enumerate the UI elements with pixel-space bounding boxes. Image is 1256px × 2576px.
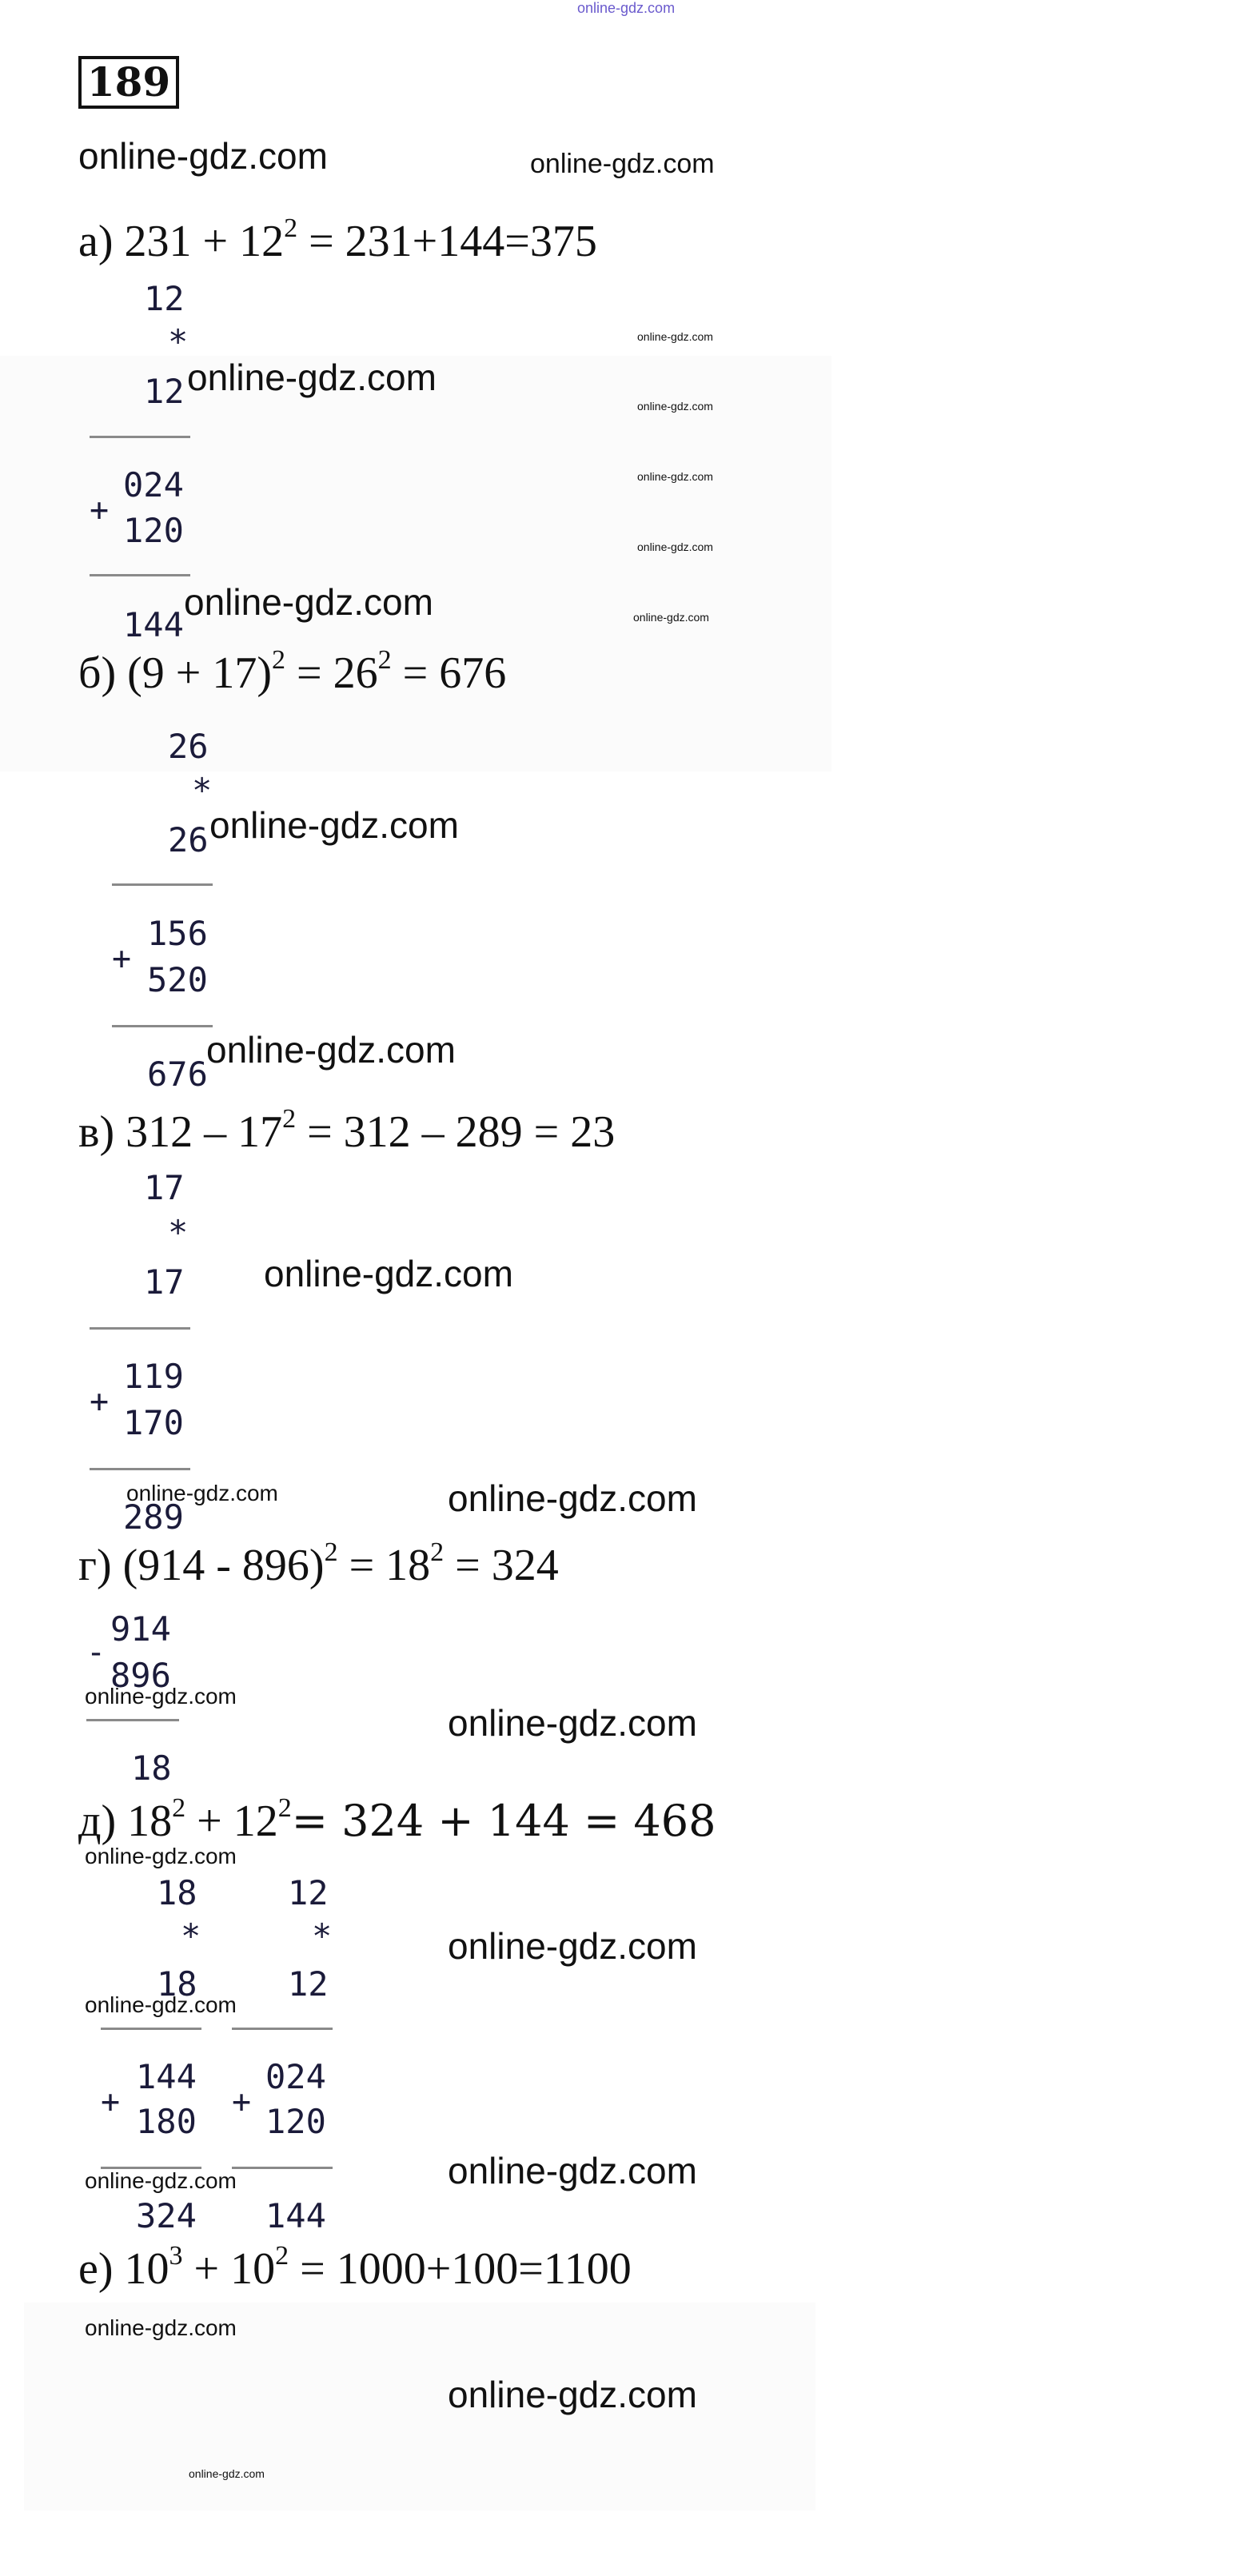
calc-a-operator: * xyxy=(168,322,189,361)
calc-b-partial-2: 520 xyxy=(147,960,208,999)
calc-v-multiplicand: 17 xyxy=(144,1168,185,1207)
watermark: online-gdz.com xyxy=(448,1925,697,1967)
calc-d2-result: 144 xyxy=(265,2196,326,2235)
calc-v-partial-1: 119 xyxy=(123,1357,184,1396)
watermark: online-gdz.com xyxy=(448,2150,697,2191)
watermark: online-gdz.com xyxy=(637,470,713,483)
watermark: online-gdz.com xyxy=(209,804,459,846)
equation-e: е) $10^3 + 10^2 = 1000+100=1100$ xyxy=(78,2241,632,2294)
calc-v-result: 289 xyxy=(123,1497,184,1537)
calc-g-result: 18 xyxy=(131,1749,172,1788)
watermark: online-gdz.com xyxy=(206,1029,456,1071)
calc-b-operator: * xyxy=(192,771,213,810)
calc-b-line xyxy=(112,883,213,886)
calc-d1-partial-2: 180 xyxy=(136,2102,197,2141)
watermark: online-gdz.com xyxy=(637,540,713,553)
calc-d2-line xyxy=(232,2167,333,2169)
watermark: online-gdz.com xyxy=(85,1684,237,1709)
calc-d2-partial-1: 024 xyxy=(265,2057,326,2096)
equation-g: г) $(914 - 896)^2 = 18^2 = 324$ xyxy=(78,1537,559,1590)
calc-d2-plus: + xyxy=(232,2084,252,2120)
calc-a-partial-1: 024 xyxy=(123,465,184,504)
watermark: online-gdz.com xyxy=(448,1702,697,1744)
calc-d2-multiplicand: 12 xyxy=(288,1873,329,1912)
calc-b-plus: + xyxy=(112,940,132,977)
background-panel xyxy=(0,356,831,772)
calc-a-multiplicand: 12 xyxy=(144,279,185,318)
calc-v-plus: + xyxy=(90,1383,110,1420)
problem-number: 189 xyxy=(78,56,179,109)
calc-a-multiplier: 12 xyxy=(144,372,185,411)
watermark: online-gdz.com xyxy=(637,330,713,343)
calc-b-partial-1: 156 xyxy=(147,914,208,953)
watermark: online-gdz.com xyxy=(577,0,676,16)
calc-b-result: 676 xyxy=(147,1055,208,1094)
watermark: online-gdz.com xyxy=(184,581,433,623)
calc-a-partial-2: 120 xyxy=(123,511,184,550)
calc-d1-line xyxy=(101,2028,201,2030)
calc-d1-multiplicand: 18 xyxy=(157,1873,197,1912)
calc-a-plus: + xyxy=(90,492,110,528)
calc-b-line xyxy=(112,1025,213,1027)
calc-d2-line xyxy=(232,2028,333,2030)
watermark: online-gdz.com xyxy=(85,2315,237,2340)
calc-b-multiplier: 26 xyxy=(168,820,209,859)
equation-a: а) $231 + 12^2 = 231+144=375$ xyxy=(78,213,597,266)
calc-g-minus: - xyxy=(86,1634,106,1671)
calc-d1-operator: * xyxy=(181,1916,201,1956)
watermark: online-gdz.com xyxy=(448,2374,697,2415)
calc-a-line xyxy=(90,574,190,576)
calc-v-partial-2: 170 xyxy=(123,1403,184,1442)
watermark: online-gdz.com xyxy=(633,611,709,624)
calc-b-multiplicand: 26 xyxy=(168,727,209,766)
calc-v-line xyxy=(90,1327,190,1330)
watermark: online-gdz.com xyxy=(85,1992,237,2017)
calc-d2-operator: * xyxy=(312,1916,333,1956)
calc-v-line xyxy=(90,1468,190,1470)
equation-v: в) $312 - 17^2 = 312 - 289 = 23$ xyxy=(78,1104,616,1157)
watermark: online-gdz.com xyxy=(85,2168,237,2193)
watermark: online-gdz.com xyxy=(126,1481,278,1505)
calc-d1-plus: + xyxy=(101,2084,121,2120)
watermark: online-gdz.com xyxy=(264,1253,513,1294)
calc-d2-partial-2: 120 xyxy=(265,2102,326,2141)
calc-g-minuend: 914 xyxy=(110,1609,171,1649)
calc-d1-multiplier: 18 xyxy=(157,1964,197,2004)
calc-v-operator: * xyxy=(168,1213,189,1252)
calc-d1-result: 324 xyxy=(136,2196,197,2235)
calc-d2-multiplier: 12 xyxy=(288,1964,329,2004)
calc-v-multiplier: 17 xyxy=(144,1262,185,1302)
equation-d: д) $18^2 + 12^2= 324 + 144 = 468$ xyxy=(78,1793,716,1846)
calc-d1-partial-1: 144 xyxy=(136,2057,197,2096)
calc-a-line xyxy=(90,436,190,438)
calc-g-line xyxy=(86,1719,179,1721)
watermark: online-gdz.com xyxy=(187,357,437,398)
watermark: online-gdz.com xyxy=(85,1844,237,1868)
calc-a-result: 144 xyxy=(123,605,184,644)
watermark: online-gdz.com xyxy=(189,2467,265,2480)
equation-b: б) $(9 + 17)^2 = 26^2 = 676$ xyxy=(78,645,507,698)
calc-g-subtrahend: 896 xyxy=(110,1656,171,1695)
watermark: online-gdz.com xyxy=(448,1477,697,1519)
watermark: online-gdz.com xyxy=(637,400,713,413)
watermark: online-gdz.com xyxy=(78,135,328,177)
watermark: online-gdz.com xyxy=(530,149,715,179)
